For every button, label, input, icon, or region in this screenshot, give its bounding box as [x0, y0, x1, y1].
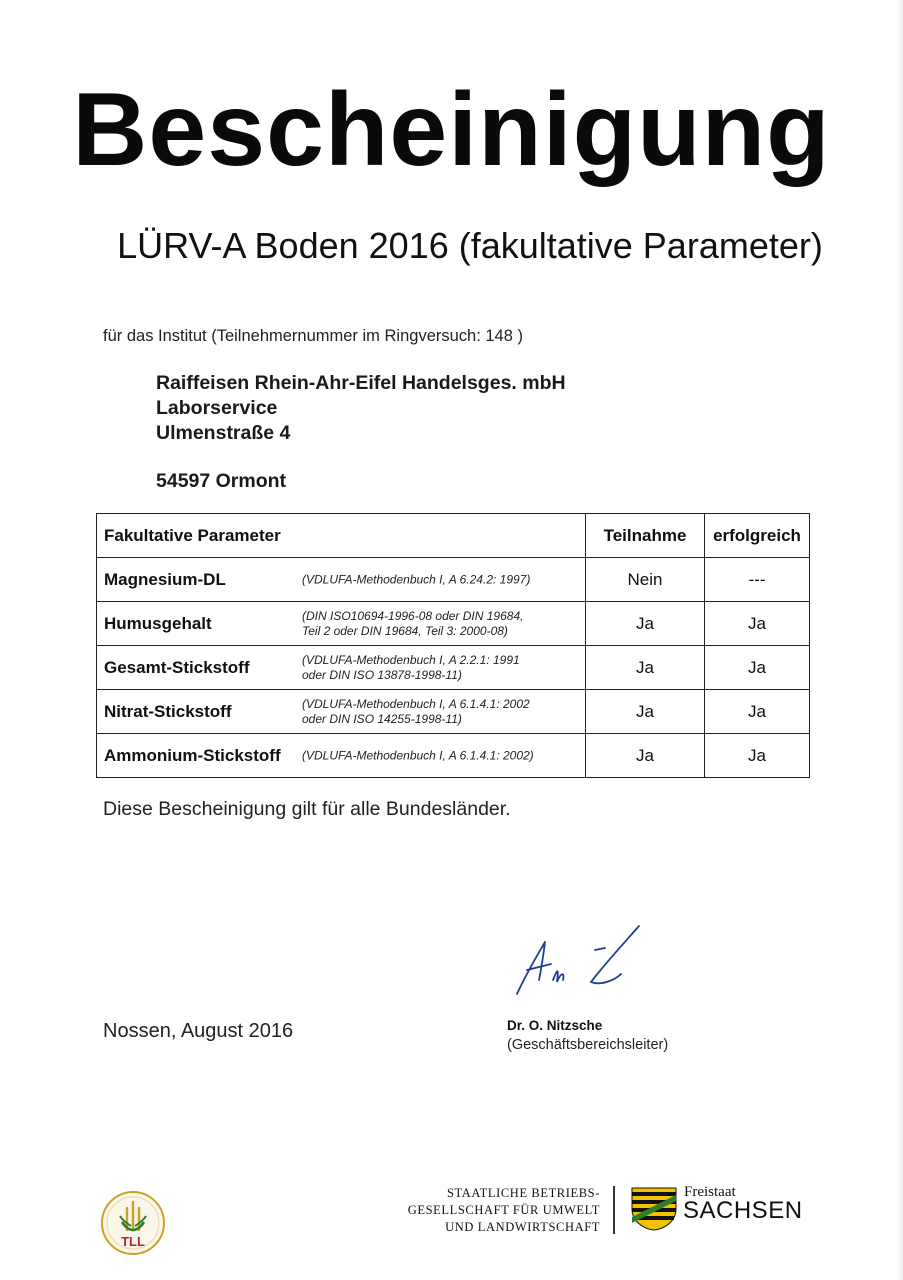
tll-logo-icon: [100, 1190, 166, 1256]
parameter-cell: [97, 646, 586, 690]
parameter-method: (VDLUFA-Methodenbuch I, A 6.1.4.1: 2002 oder DIN ISO 14255-1998-11): [302, 696, 530, 726]
footer-divider: [613, 1186, 615, 1234]
success-value: Ja: [705, 602, 810, 646]
institute-intro: für das Institut (Teilnehmernummer im Ringversuch: 148 ): [103, 327, 523, 345]
participation-value: Ja: [586, 646, 705, 690]
table-row: [97, 558, 810, 602]
header-participation: Teilnahme: [586, 514, 705, 558]
parameter-cell: [97, 690, 586, 734]
parameter-name: Magnesium-DL: [104, 569, 226, 589]
header-parameter: Fakultative Parameter: [97, 514, 586, 558]
parameter-method: (VDLUFA-Methodenbuch I, A 6.1.4.1: 2002): [302, 748, 534, 762]
saxony-crest-icon: [631, 1187, 677, 1231]
place-date: Nossen, August 2016: [103, 1020, 294, 1042]
table-header-row: [97, 514, 810, 558]
page-edge-shadow: [897, 0, 903, 1280]
header-success: erfolgreich: [705, 514, 810, 558]
document-title: Bescheinigung: [72, 72, 831, 188]
table-row: [97, 602, 810, 646]
success-value: Ja: [705, 646, 810, 690]
parameter-name: Gesamt-Stickstoff: [104, 657, 250, 677]
parameter-method: (VDLUFA-Methodenbuch I, A 2.2.1: 1991 oder DIN ISO 13878-1998-11): [302, 652, 520, 682]
table-row: [97, 646, 810, 690]
parameter-method: (VDLUFA-Methodenbuch I, A 6.24.2: 1997): [302, 572, 531, 586]
tll-logo-text: TLL: [121, 1234, 145, 1249]
parameter-cell: [97, 734, 586, 778]
state-line-1: Freistaat: [684, 1184, 736, 1200]
address-company: Raiffeisen Rhein-Ahr-Eifel Handelsges. mbH: [156, 372, 566, 394]
parameter-method: (DIN ISO10694-1996-08 oder DIN 19684, Teil 2 oder DIN 19684, Teil 3: 2000-08): [302, 608, 524, 638]
table-row: [97, 690, 810, 734]
participation-value: Ja: [586, 734, 705, 778]
success-value: Ja: [705, 734, 810, 778]
parameter-name: Ammonium-Stickstoff: [104, 745, 281, 765]
state-line-2: SACHSEN: [683, 1197, 803, 1224]
agency-name: STAATLICHE BETRIEBS- GESELLSCHAFT FÜR UMWELT UND LANDWIRTSCHAFT: [407, 1186, 600, 1234]
address-department: Laborservice: [156, 397, 278, 419]
document-subtitle: LÜRV-A Boden 2016 (fakultative Parameter): [117, 225, 823, 266]
parameter-name: Humusgehalt: [104, 613, 212, 633]
success-value: ---: [705, 558, 810, 602]
address-street: Ulmenstraße 4: [156, 422, 291, 444]
parameter-cell: [97, 558, 586, 602]
parameter-name: Nitrat-Stickstoff: [104, 701, 232, 721]
participation-value: Ja: [586, 690, 705, 734]
signature-icon: [505, 920, 655, 1000]
parameters-table: [96, 513, 810, 778]
signer-role: (Geschäftsbereichsleiter): [507, 1037, 669, 1053]
validity-statement: Diese Bescheinigung gilt für alle Bundesländer.: [103, 798, 511, 820]
signer-name: Dr. O. Nitzsche: [507, 1018, 603, 1033]
table-row: [97, 734, 810, 778]
address-city: 54597 Ormont: [156, 470, 287, 492]
participation-value: Nein: [586, 558, 705, 602]
parameter-cell: [97, 602, 586, 646]
participation-value: Ja: [586, 602, 705, 646]
success-value: Ja: [705, 690, 810, 734]
